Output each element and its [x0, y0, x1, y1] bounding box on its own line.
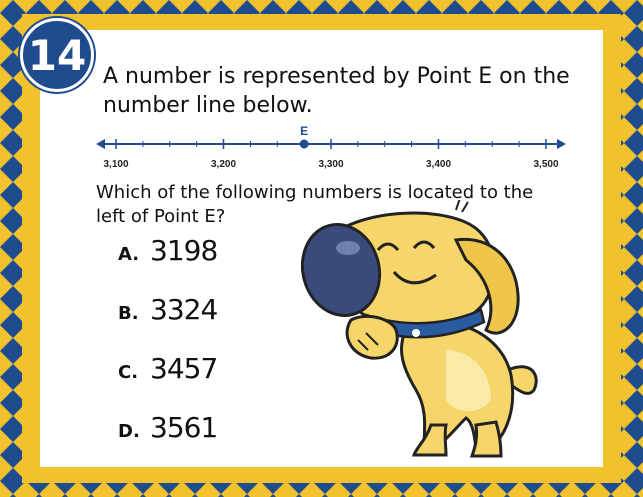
tick-label: 3,500: [533, 159, 559, 170]
question-text: A number is represented by Point E on the number line below.: [103, 64, 570, 118]
choice-c[interactable]: [118, 352, 318, 411]
question-number: 14: [27, 30, 87, 80]
choice-value: 3561: [150, 411, 218, 444]
choice-b[interactable]: [118, 293, 318, 352]
choice-letter: C.: [118, 362, 139, 383]
answer-choices: [118, 234, 318, 470]
prompt-text: Which of the following numbers is located to the left of Point E?: [96, 182, 534, 227]
point-e-label: E: [300, 124, 309, 138]
dog-mascot-illustration: [296, 200, 556, 460]
choice-value: 3457: [150, 352, 218, 385]
question-number-badge: [20, 18, 94, 92]
tick-label: 3,100: [103, 159, 129, 170]
choice-letter: B.: [118, 303, 139, 324]
choice-d[interactable]: [118, 411, 318, 470]
left-arrow-icon: [96, 139, 105, 149]
tick-label: 3,400: [425, 159, 452, 170]
tick-label: 3,200: [210, 159, 237, 170]
choice-a[interactable]: [118, 234, 318, 293]
choice-letter: A.: [118, 244, 140, 265]
choice-value: 3198: [150, 234, 218, 267]
choice-value: 3324: [150, 293, 218, 326]
choice-letter: D.: [118, 421, 140, 442]
number-line: [96, 122, 566, 172]
right-arrow-icon: [557, 139, 566, 149]
point-e-marker: [300, 140, 309, 149]
tick-label: 3,300: [318, 159, 344, 170]
